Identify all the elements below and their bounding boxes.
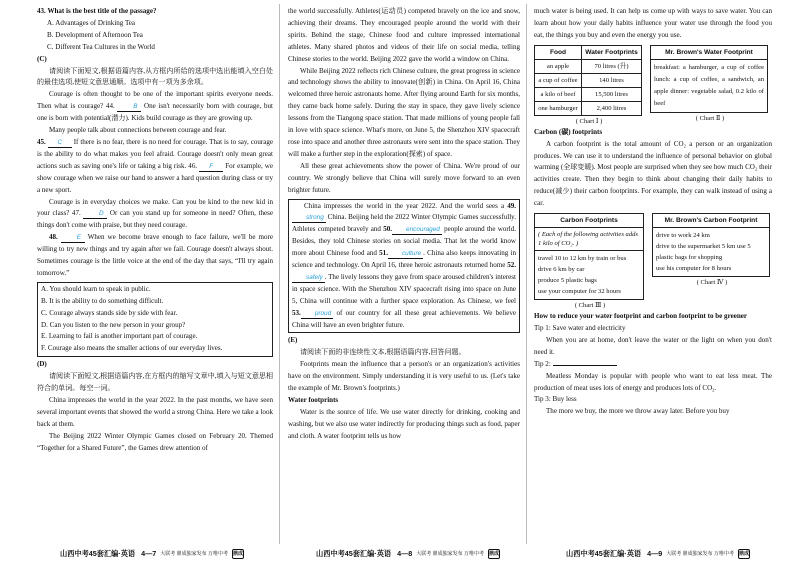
paragraph: China impresses the world in the year 2022. In the past months, we have seen several important events that showed the world a strong China. Here we take a look back at them. [37,396,273,428]
chart-1-header: Water Footprints [582,45,642,59]
carbon-footprints-heading: Carbon (碳) footprints [534,127,603,136]
table-cell: one hamburger [535,101,582,115]
paragraph: much water is being used. It can help us come up with ways to save water. You can learn about how your daily habits influence your water use through the food you eat, the things you buy and even the energy you use. [534,7,772,39]
paragraph: Water is the source of life. We use water directly for drinking, cooking and washing, but we also use water indirectly for producing things such as food, paper and cloth. A water footprint tells us how [288,407,520,440]
chart-2-caption: ( Chart Ⅱ ) [695,114,725,122]
logo-icon: 鼎成 [233,551,244,558]
chart-4-header: Mr. Brown's Carbon Footprint [653,214,770,228]
chart-3 [534,213,646,311]
answer-45[interactable]: C [48,139,72,148]
option: B. It is the ability to do something difficult. [41,296,164,305]
option: D. Can you listen to the new person in your group? [41,320,186,329]
answer-tip-2[interactable] [553,365,617,366]
paragraph: Courage is often thought to be one of the important spirits everyone needs. Then what is courage? 44. B One isn't necessarily born with courage, but one is born with potential(潜力). Kids build courage as they are growing up. [37,90,273,123]
table-cell: an apple [535,59,582,73]
answer-46[interactable]: F [199,163,223,172]
footer-title: 山西中考45套汇编·英语 [316,549,392,558]
table-cell: breakfast: a hamburger, a cup of coffee lunch: a cup of coffee, a sandwich, an apple dinner: vegetable salad, 0.2 kilo of beef [651,59,768,112]
option: F. Courage also means the smaller actions of our everyday lives. [41,344,223,353]
paragraph: While Beijing 2022 reflects rich Chinese culture, the great progress in science and technology shows the ability to innovate(创新) in China. On April 16, China welcomed three heroic astronauts home. After flying around Earth for six months, they came back home safely. During the stay in space, they gave lively science lessons from the Tiangong space station. That made millions of young people fall in love with space science. What's more, on June 5, the Shenzhou XIV spacecraft rose into space and another three astronauts were sent into the space station. They will make a further step in the exploration(探索) of space. [288,66,520,158]
chart-2 [650,45,770,127]
paragraph: the world successfully. Athletes(运动员) competed bravely on the ice and snow, achieving their dreams. They encouraged people around the world with their spirits. Behind the stage, Chinese food and culture impressed international athletes. Many shared photos and videos of their life on social media, telling Chinese stories to the world. Beijing 2022 gave the world a window on China. [288,7,520,63]
paragraph: Courage is in everyday choices we make. Can you be kind to the new kid in your class? 47. D Or can you stand up for someone in need? Often, these things don't come with praise, but they need courage. [37,197,273,230]
footer-middle [316,549,500,559]
paragraph: Footprints mean the influence that a person's or an organization's activities have on the environment. Simply understanding it is very useful to us. (Let's take the example of Mr. Brown's footprints.) [288,360,520,393]
table-cell: a kilo of beef [535,87,582,101]
footer-mark: 大联考 鼎成独家发布 万唯中考 [416,550,485,557]
logo-icon: 鼎成 [739,551,750,558]
chart-3-table [534,213,644,300]
instruction-e: 请阅读下面的非连续性文本,根据语篇内容,回答问题。 [300,348,466,357]
paragraph: 48. E When we become brave enough to face failure, we'll be more willing to try new things and try again after we fail. Courage doesn't always shout. Sometimes courage is the little voice at the end of the day that says, “I'll try again tomorrow.” [37,233,274,277]
chart-1-table [534,45,642,116]
section-c-heading: (C) [37,54,47,63]
footer-left [60,549,244,559]
answer-48[interactable]: E [61,234,85,243]
footer-mark: 大联考 鼎成独家发布 万唯中考 [666,550,735,557]
paragraph: Many people talk about connections between courage and fear. [49,126,227,135]
chart-3-caption: ( Chart Ⅲ ) [574,302,606,310]
footer-right [566,549,750,559]
answer-52[interactable]: safely [292,274,325,283]
chart-3-header: Carbon Footprints [535,214,644,228]
paragraph: The Beijing 2022 Winter Olympic Games closed on February 20. Themed “Together for a Shared Future”, the Games drew attention of [37,431,273,452]
paragraph: The more we buy, the more we throw away later. Before you buy [546,407,730,416]
paragraph: When you are at home, don't leave the water or the light on when you don't need it. [534,335,772,356]
chart-4 [652,213,772,311]
instruction-c: 请阅读下面短文,根据语篇内容,从方框内所给的选项中选出能填入空白处的最佳选项,使短文意思通顺。选项中有一项为多余项。 [37,66,273,87]
option: E. Learning to fail is another important part of courage. [41,332,198,341]
section-e-heading: (E) [288,336,298,345]
tip-2: Tip 2: [534,359,772,371]
paragraph: A carbon footprint is the total amount of CO₂ a person or an organization produces. We can use it to understand the influence of personal behavior on global warming (全球变暖). Most people are surprised when they see how much CO₂ their activities create. Then they begin to think about changing their daily habits to reduce(减少) their carbon footprints. For example, they can walk instead of using a car. [534,139,772,208]
summary-text: China impresses the world in the year 2022. And the world sees a 49.strong China. Beijing held the 2022 Winter Olympic Games successfully. Athletes competed bravely and 50. encouraged people around the world. Besides, they told Chinese stories on social media. That let the world know more about Chinese food and 51. culture . China also keeps innovating in science and technology. On April 16, three heroic astronauts returned home 52.safely . The lively lessons they gave from space aroused children's interest in space science. With the Shenzhou XIV spacecraft rising into space on June 5, China will continue with a further space exploration. As Chinese, we feel 53. proud of our country for all these great achievements. We believe China will have an even brighter future. [292,201,517,329]
option: B. Development of Afternoon Tea [47,30,143,39]
page-number: 4—9 [647,549,663,558]
page-number: 4—8 [397,549,413,558]
answer-50[interactable]: encouraged [392,226,442,235]
paragraph: Meatless Monday is popular with people who want to eat less meat. The production of meat uses lots of energy and produces lots of CO₂. [534,371,772,392]
chart-1-caption: ( Chart Ⅰ ) [575,117,603,125]
charts-row-2 [534,213,772,311]
answer-49[interactable]: strong [292,214,326,223]
paragraph: 45. C If there is no fear, there is no need for courage. That is to say, courage is the ability to do what makes you feel afraid. Courage doesn't only mean great actions such as saving one's life or taking a big risk. 46. F For example, we show courage when we raise our hand to answer a hard question during class or try a new sport. [37,137,274,194]
paragraph: All these great achievements show the power of China. We're proud of our country. We strongly believe that China will surely move forward to an even brighter future. [288,161,520,194]
column-left [37,6,273,455]
tip-1: Tip 1: Save water and electricity [534,323,626,332]
question-43: 43. What is the best title of the passage? [37,7,157,15]
table-cell: ( Each of the following activities adds 1 kilo of CO₂. ) [535,228,644,251]
table-cell: drive to work 24 km drive to the supermarket 5 km use 5 plastic bags for shopping use his computer for 8 hours [653,228,770,277]
instruction-d: 请阅读下面短文,根据语篇内容,在方框内的缩写文章中,填入与短文意思相符合的单词。每空一词。 [37,372,273,393]
chart-2-table [650,45,768,113]
footer-mark: 大联考 鼎成独家发布 万唯中考 [160,550,229,557]
column-middle [288,6,520,443]
page-number: 4—7 [141,549,157,558]
logo-icon: 鼎成 [489,551,500,558]
footer-title: 山西中考45套汇编·英语 [60,549,136,558]
column-right [534,6,772,418]
section-d-heading: (D) [37,360,47,369]
answer-44[interactable]: B [117,103,141,112]
chart-4-caption: ( Chart Ⅳ ) [696,279,728,287]
reduce-heading: How to reduce your water footprint and carbon footprint to be greener [534,312,748,321]
water-footprints-heading: Water footprints [288,396,339,404]
chart-1 [534,45,644,127]
table-cell: 140 litres [582,73,642,87]
chart-1-header: Food [535,45,582,59]
option: A. Advantages of Drinking Tea [47,18,136,27]
table-cell: 2,400 litres [582,101,642,115]
table-cell: travel 10 to 12 km by train or bus drive 6 km by car produce 5 plastic bags use your computer for 32 hours [535,251,644,300]
summary-box [288,199,520,334]
answer-47[interactable]: D [83,210,107,219]
option: C. Different Tea Cultures in the World [47,42,155,51]
answer-51[interactable]: culture [388,250,423,259]
table-cell: a cup of coffee [535,73,582,87]
column-divider [279,4,280,544]
footer-title: 山西中考45套汇编·英语 [566,549,642,558]
tip-3: Tip 3: Buy less [534,395,577,404]
chart-2-header: Mr. Brown's Water Footprint [651,45,768,59]
options-box [37,282,273,357]
charts-row-1 [534,45,772,127]
chart-4-table [652,213,770,277]
option: C. Courage always stands side by side with fear. [41,308,178,317]
table-cell: 15,500 litres [582,87,642,101]
option: A. You should learn to speak in public. [41,284,151,293]
column-divider [526,4,527,544]
answer-53[interactable]: proud [301,310,333,319]
table-cell: 70 litres (升) [582,59,642,73]
